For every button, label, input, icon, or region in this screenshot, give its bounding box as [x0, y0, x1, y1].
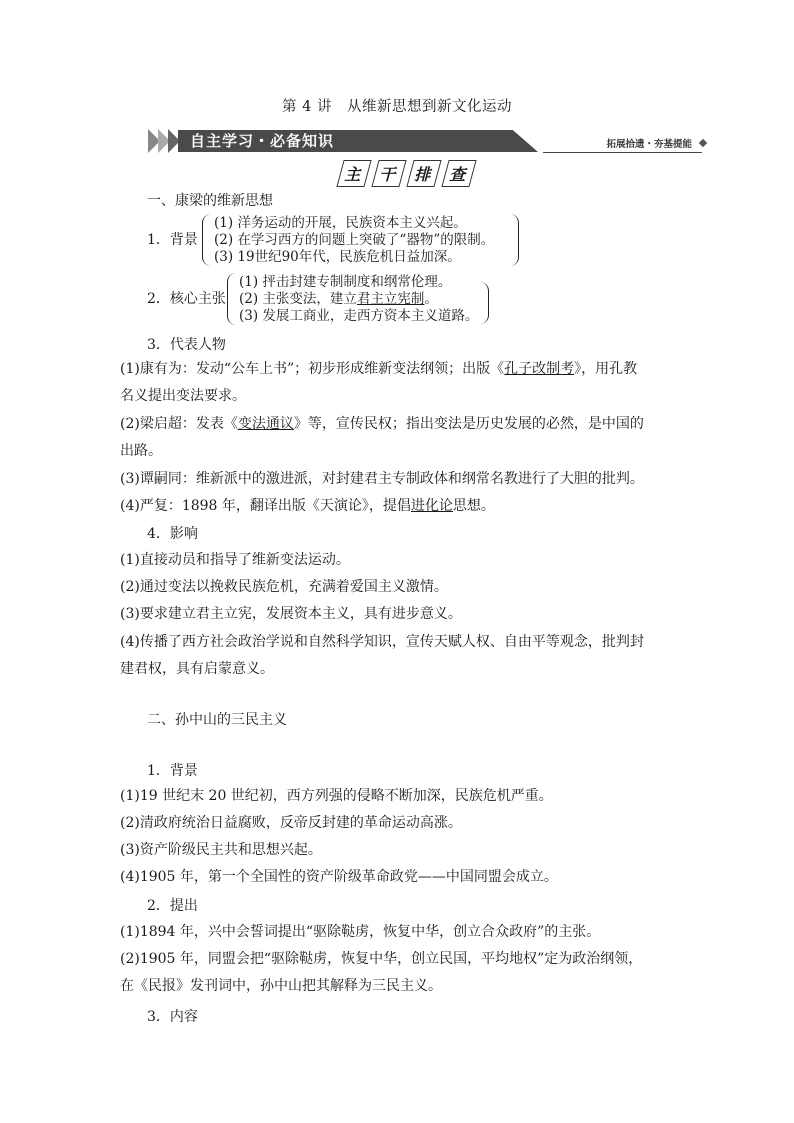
page-title: 第 4 讲 从维新思想到新文化运动 — [282, 99, 512, 115]
sub-heading — [340, 160, 480, 182]
rep-kang: (1)康有为：发动“公车上书”；初步形成维新变法纲领；出版《孔子改制考》，用孔教 名义提出变法要求。 — [120, 361, 638, 404]
section1-heading: 一、康梁的维新思想 — [147, 193, 273, 209]
background-item: (2)清政府统治日益腐败，反帝反封建的革命运动高涨。 — [120, 815, 462, 831]
impact-item: (3)要求建立君主立宪，发展资本主义，具有进步意义。 — [120, 606, 462, 622]
banner-rule — [543, 152, 702, 153]
banner-right-text: 拓展拾遗・夯基提能 — [606, 139, 692, 150]
propose-item: (2)1905 年，同盟会把“驱除鞑虏，恢复中华，创立民国，平均地权”定为政治纲领， 在《民报》发刊词中，孙中山把其解释为三民主义。 — [120, 951, 643, 994]
left-brace — [202, 214, 211, 266]
background-item: (4)1905 年，第一个全国性的资产阶级革命政党——中国同盟会成立。 — [120, 869, 558, 885]
content-label: 3．内容 — [147, 1009, 198, 1025]
background-item: (1) 洋务运动的开展，民族资本主义兴起。 — [214, 215, 467, 231]
propose-label: 2．提出 — [147, 898, 198, 914]
background-label: 1．背景 — [147, 232, 198, 248]
diamond-icon — [699, 139, 707, 147]
subhead-char: 干 — [371, 160, 406, 187]
core-label: 2．核心主张 — [147, 291, 226, 307]
impact-label: 4．影响 — [147, 526, 198, 542]
impact-item: (4)传播了西方社会政治学说和自然科学知识，宣传天赋人权、自由平等观念，批判封 建君权，具有启蒙意义。 — [120, 634, 644, 677]
subhead-char: 查 — [441, 160, 476, 187]
background-item: (3) 19世纪90年代，民族危机日益加深。 — [214, 249, 461, 265]
background-label: 1．背景 — [147, 763, 198, 779]
left-brace — [227, 273, 236, 325]
subhead-char: 排 — [406, 160, 441, 187]
section-banner — [148, 128, 708, 154]
banner-label: 自主学习・必备知识 — [190, 132, 335, 150]
reps-label: 3．代表人物 — [147, 337, 226, 353]
impact-item: (2)通过变法以挽救民族危机，充满着爱国主义激情。 — [120, 579, 448, 595]
right-brace — [510, 214, 519, 266]
background-item: (3)资产阶级民主共和思想兴起。 — [120, 842, 322, 858]
core-item: (3) 发展工商业，走西方资本主义道路。 — [239, 308, 479, 324]
rep-liang: (2)梁启超：发表《变法通议》等，宣传民权；指出变法是历史发展的必然，是中国的 出路。 — [120, 416, 644, 459]
rep-yan: (4)严复：1898 年，翻译出版《天演论》，提倡进化论思想。 — [120, 498, 495, 514]
core-item: (1) 抨击封建专制制度和纲常伦理。 — [239, 274, 452, 290]
impact-item: (1)直接动员和指导了维新变法运动。 — [120, 552, 350, 568]
rep-tan: (3)谭嗣同：维新派中的激进派，对封建君主专制政体和纲常名教进行了大胆的批判。 — [120, 471, 644, 487]
subhead-char: 主 — [336, 160, 371, 187]
core-item: (2) 主张变法，建立君主立宪制。 — [239, 291, 438, 307]
right-brace — [480, 282, 489, 324]
background-item: (1)19 世纪末 20 世纪初，西方列强的侵略不断加深，民族危机严重。 — [120, 788, 553, 804]
propose-item: (1)1894 年，兴中会誓词提出“驱除鞑虏，恢复中华，创立合众政府”的主张。 — [120, 924, 601, 940]
section2-heading: 二、孙中山的三民主义 — [147, 712, 287, 728]
background-item: (2) 在学习西方的问题上突破了“器物”的限制。 — [214, 232, 495, 248]
